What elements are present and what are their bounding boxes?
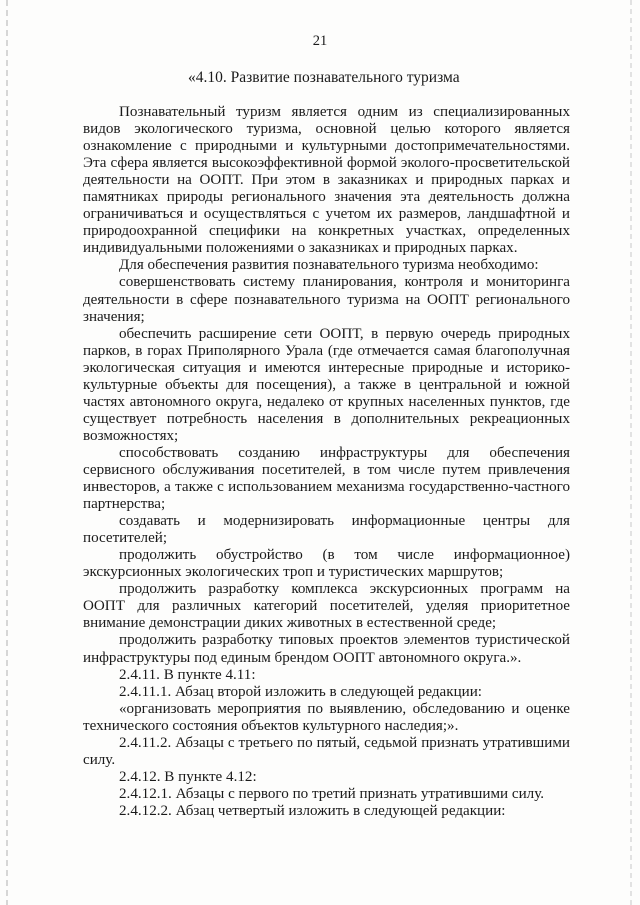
clause: 2.4.11.2. Абзацы с третьего по пятый, седьмой признать утратившими силу. [83,734,570,768]
list-item: обеспечить расширение сети ООПТ, в первую очередь природных парков, в горах Приполярного Урала (где отмечается самая благополучная экологическая ситуация и имеются интересные природные и историко-культурные объекты для посещения), а также в центральной и южной частях автономного округа, недалеко от крупных населенных пунктов, где существует потребность населения в дополнительных рекреационных возможностях; [83,325,570,444]
clause: 2.4.12. В пункте 4.12: [119,768,257,785]
paragraph: Для обеспечения развития познавательного туризма необходимо: [119,257,539,274]
clause: 2.4.12.1. Абзацы с первого по третий признать утратившими силу. [119,785,545,802]
list-item: продолжить разработку комплекса экскурсионных программ на ООПТ для различных категорий посетителей, уделяя приоритетное внимание демонстрации диких животных в естественной среде; [83,581,570,632]
document-body [83,104,570,820]
clause: 2.4.11.1. Абзац второй изложить в следующей редакции: [119,683,483,700]
list-item: совершенствовать систему планирования, контроля и мониторинга деятельности в сфере познавательного туризма на ООПТ регионального значения; [83,274,570,325]
scan-edge-right [630,0,632,905]
list-item: продолжить разработку типовых проектов элементов туристической инфраструктуры под единым брендом ООПТ автономного округа.». [83,632,570,666]
list-item: создавать и модернизировать информационные центры для посетителей; [83,513,570,547]
list-item: способствовать созданию инфраструктуры для обеспечения сервисного обслуживания посетителей, в том числе путем привлечения инвесторов, а также с использованием механизма государственно-частного партнерства; [83,444,570,513]
clause: 2.4.12.2. Абзац четвертый изложить в следующей редакции: [119,802,506,819]
quoted-clause: «организовать мероприятия по выявлению, обследованию и оценке технического состояния объектов культурного наследия;». [83,700,570,734]
section-heading: «4.10. Развитие познавательного туризма [188,69,460,86]
page-number: 21 [312,33,328,49]
clause: 2.4.11. В пункте 4.11: [119,666,256,683]
list-item: продолжить обустройство (в том числе информационное) экскурсионных экологических троп и туристических маршрутов; [83,547,570,581]
paragraph: Познавательный туризм является одним из специализированных видов экологического туризма, основной целью которого является ознакомление с природными и культурными достопримечательностями. Эта сфера является высокоэффективной формой эколого-просветительской деятельности на ООПТ. При этом в заказниках и природных парках и памятниках природы регионального значения эта деятельность должна ограничиваться и осуществляться с учетом их размеров, ландшафтной и природоохранной специфики на конкретных участках, определенных индивидуальными положениями о заказниках и природных парках. [83,104,570,257]
scan-edge-left [6,0,8,905]
